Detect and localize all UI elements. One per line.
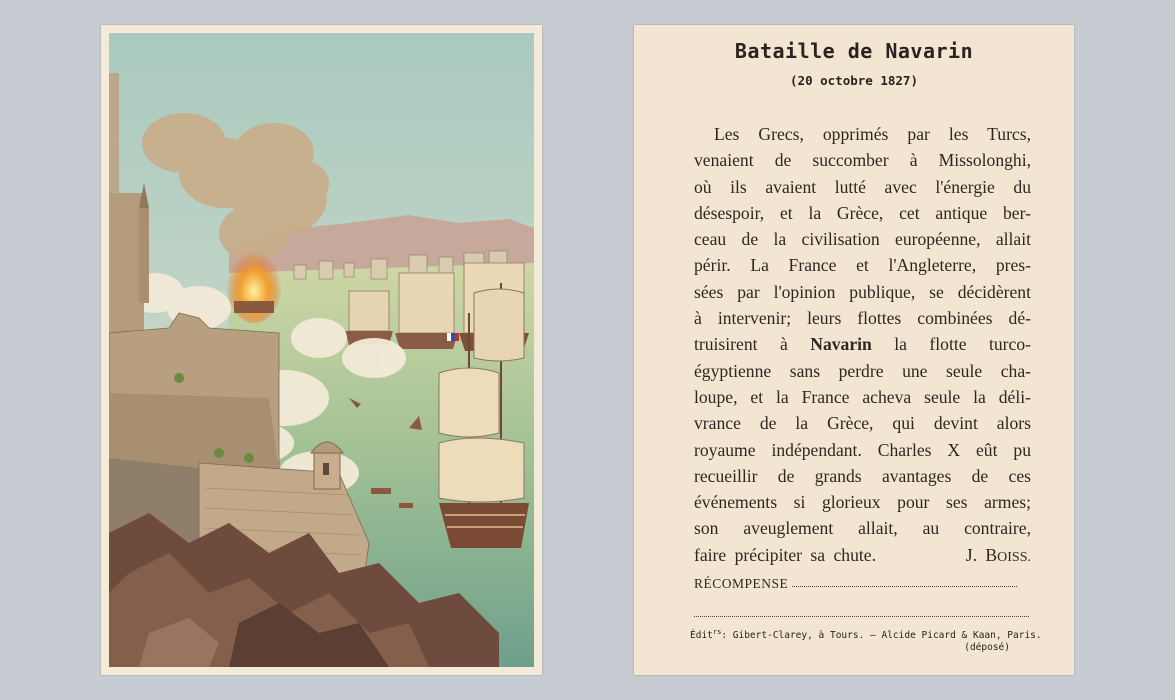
naval-battle-illustration — [109, 33, 534, 667]
text-line: venaient de succomber à Missolonghi, — [694, 150, 1031, 171]
text-segment: la flotte turco- — [894, 334, 1031, 355]
navarin-bold: Navarin — [810, 334, 872, 355]
text-line: vrance de la Grèce, qui devint alors — [694, 413, 1031, 434]
text-line: à intervenir; leurs flottes combinées dé- — [694, 308, 1031, 329]
text-line: son aveuglement allait, au contraire, — [694, 518, 1031, 539]
author-initial: J. B — [965, 544, 998, 565]
text-line: royaume indépendant. Charles X eût pu — [694, 439, 1031, 460]
text-line: désespoir, et la Grèce, cet antique ber- — [694, 202, 1031, 223]
text-line: où ils avaient lutté avec l'énergie du — [694, 176, 1031, 197]
recompense-dots — [792, 586, 1017, 587]
text-card-back — [634, 25, 1074, 675]
text-line: recueillir de grands avantages de ces — [694, 465, 1031, 486]
author-rest: OISS. — [997, 549, 1031, 565]
burning-ship — [234, 301, 274, 313]
illustrated-card-front — [101, 25, 542, 675]
story-text — [694, 121, 1031, 571]
author-signature — [966, 542, 1031, 571]
text-line: ceau de la civilisation européenne, allait — [694, 229, 1031, 250]
text-segment: truisirent à — [694, 334, 788, 355]
text-segment: faire précipiter sa chute. — [694, 544, 876, 565]
publisher-line1: : Gibert-Clarey, à Tours. — Alcide Picard & Kaan, Paris. — [721, 630, 1042, 641]
text-line: loupe, et la France acheva seule la déli- — [694, 386, 1031, 407]
publisher-sup: rs — [712, 628, 722, 636]
dotted-divider — [694, 616, 1029, 617]
recompense-label: RÉCOMPENSE — [694, 576, 789, 591]
text-line-navarin — [694, 331, 1031, 357]
card-title: Bataille de Navarin — [734, 39, 974, 63]
card-date: (20 octobre 1827) — [790, 73, 918, 88]
publisher-imprint — [690, 628, 1042, 653]
text-line-final — [694, 542, 1031, 568]
text-line: événements si glorieux pour ses armes; — [694, 492, 1031, 513]
text-line: sées par l'opinion publique, se décidèrent — [694, 281, 1031, 302]
publisher-prefix: Édit — [690, 630, 713, 641]
text-line: Les Grecs, opprimés par les Turcs, — [714, 124, 1031, 144]
text-line: périr. La France et l'Angleterre, pres- — [694, 255, 1031, 276]
text-line: égyptienne sans perdre une seule cha- — [694, 360, 1031, 381]
recompense-line — [694, 576, 1029, 592]
publisher-line2: (déposé) — [964, 642, 1010, 653]
